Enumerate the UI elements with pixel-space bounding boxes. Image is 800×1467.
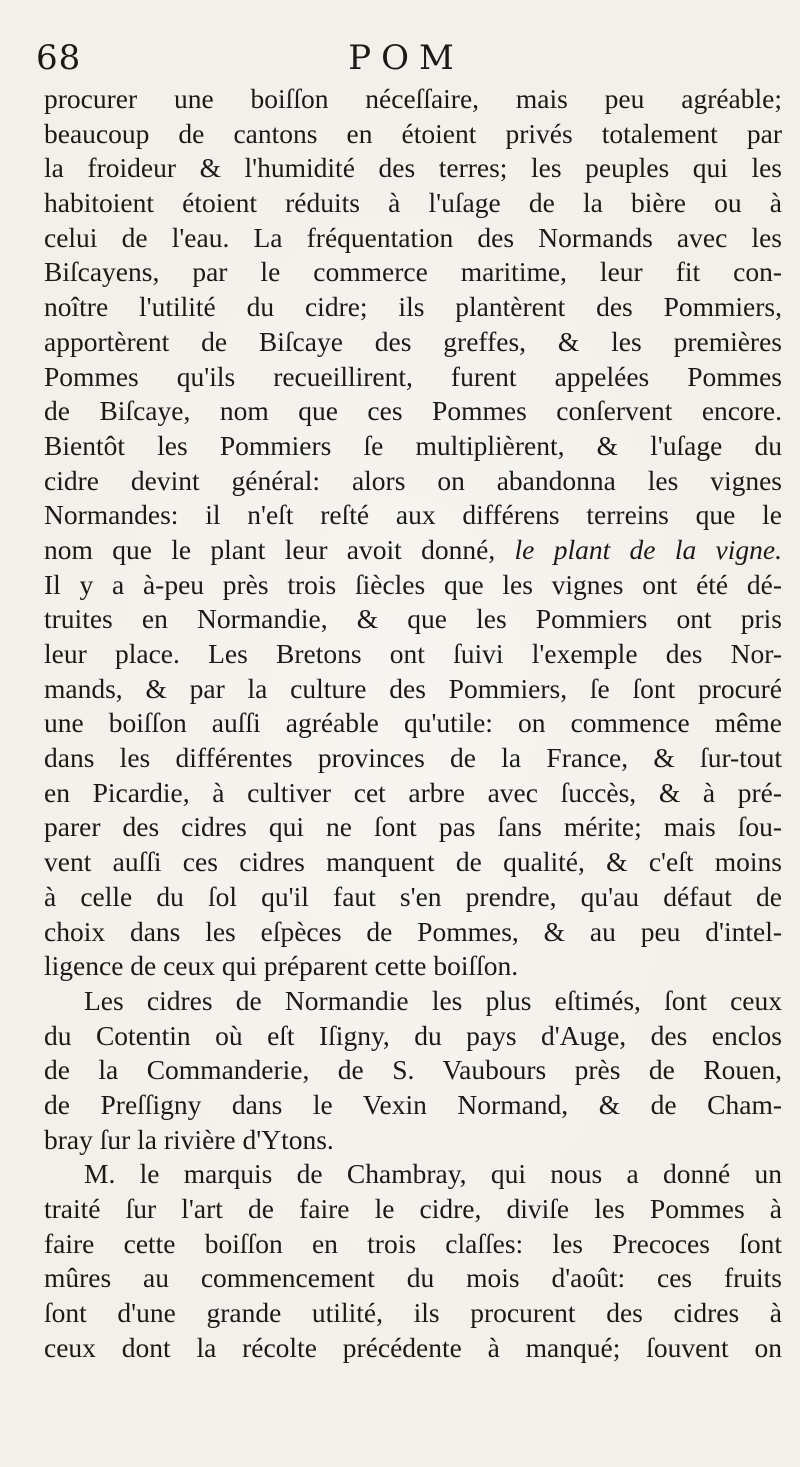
text-line: choix dans les eſpèces de Pommes, & au peu d'intel-: [44, 915, 782, 947]
text-line-with-italic: [44, 533, 782, 568]
text-line: parer des cidres qui ne ſont pas ſans mérite; mais ſou-: [44, 811, 782, 843]
text-line: de la Commanderie, de S. Vaubours près de Rouen,: [44, 1054, 782, 1086]
text-line: de Biſcaye, nom que ces Pommes conſervent encore.: [44, 395, 782, 427]
text-line: du Cotentin où eſt Iſigny, du pays d'Auge, des enclos: [44, 1019, 782, 1051]
text-line: mands, & par la culture des Pommiers, ſe ſont procuré: [44, 672, 782, 704]
text-line: vent auſſi ces cidres manquent de qualité, & c'eſt moins: [44, 846, 782, 878]
text-line: traité ſur l'art de faire le cidre, diviſe les Pommes à: [44, 1193, 782, 1224]
text-line: celui de l'eau. La fréquentation des Normands avec les: [44, 221, 782, 253]
text-line: à celle du ſol qu'il faut s'en prendre, qu'au défaut de: [44, 880, 782, 912]
page-header: [36, 36, 776, 80]
text-line: procurer une boiſſon néceſſaire, mais peu agréable;: [44, 83, 782, 114]
text-line: truites en Normandie, & que les Pommiers ont pris: [44, 603, 782, 635]
text-line: dans les différentes provinces de la France, & ſur-tout: [44, 742, 782, 774]
text-line: beaucoup de cantons en étoient privés totalement par: [44, 117, 782, 149]
text-line: mûres au commencement du mois d'août: ces fruits: [44, 1262, 782, 1294]
text-line: bray ſur la rivière d'Ytons.: [44, 1123, 334, 1155]
text-line: M. le marquis de Chambray, qui nous a donné un: [84, 1158, 782, 1190]
text-line: faire cette boiſſon en trois claſſes: les Precoces ſont: [44, 1227, 782, 1259]
text-line: de Preſſigny dans le Vexin Normand, & de Cham-: [44, 1088, 782, 1120]
text-line: une boiſſon auſſi agréable qu'utile: on commence même: [44, 707, 782, 739]
text-line: noître l'utilité du cidre; ils plantèrent des Pommiers,: [44, 291, 782, 323]
body-text: [44, 82, 782, 1365]
text-line: en Picardie, à cultiver cet arbre avec ſuccès, & à pré-: [44, 776, 782, 808]
text-line: Les cidres de Normandie les plus eſtimés, ſont ceux: [84, 984, 782, 1016]
paragraph: [44, 984, 782, 1157]
text-line: leur place. Les Bretons ont ſuivi l'exemple des Nor-: [44, 638, 782, 669]
text-line: ſont d'une grande utilité, ils procurent des cidres à: [44, 1297, 782, 1329]
text-line: cidre devint général: alors on abandonna les vignes: [44, 464, 782, 496]
text-line: la froideur & l'humidité des terres; les peuples qui les: [44, 152, 782, 184]
paragraph: [44, 82, 782, 984]
text-line: Pommes qu'ils recueillirent, furent appelées Pommes: [44, 360, 782, 392]
text-line: Normandes: il n'eſt reſté aux différens terreins que le: [44, 499, 782, 531]
paragraph: [44, 1157, 782, 1365]
text-line: ceux dont la récolte précédente à manqué; ſouvent on: [44, 1331, 782, 1363]
italic-phrase: le plant de la vigne.: [514, 533, 782, 565]
text-line: ligence de ceux qui préparent cette boiſſon.: [44, 950, 519, 982]
text-line: apportèrent de Biſcaye des greffes, & les premières: [44, 325, 782, 357]
page-number: 68: [36, 38, 82, 78]
text-line: Bientôt les Pommiers ſe multiplièrent, & l'uſage du: [44, 429, 782, 461]
text-segment: nom que le plant leur avoit donné,: [44, 533, 496, 565]
text-line: Il y a à-peu près trois ſiècles que les vignes ont été dé-: [44, 568, 782, 600]
text-line: Biſcayens, par le commerce maritime, leur fit con-: [44, 256, 782, 288]
text-line: habitoient étoient réduits à l'uſage de la bière ou à: [44, 187, 782, 219]
running-head: POM: [348, 38, 464, 78]
